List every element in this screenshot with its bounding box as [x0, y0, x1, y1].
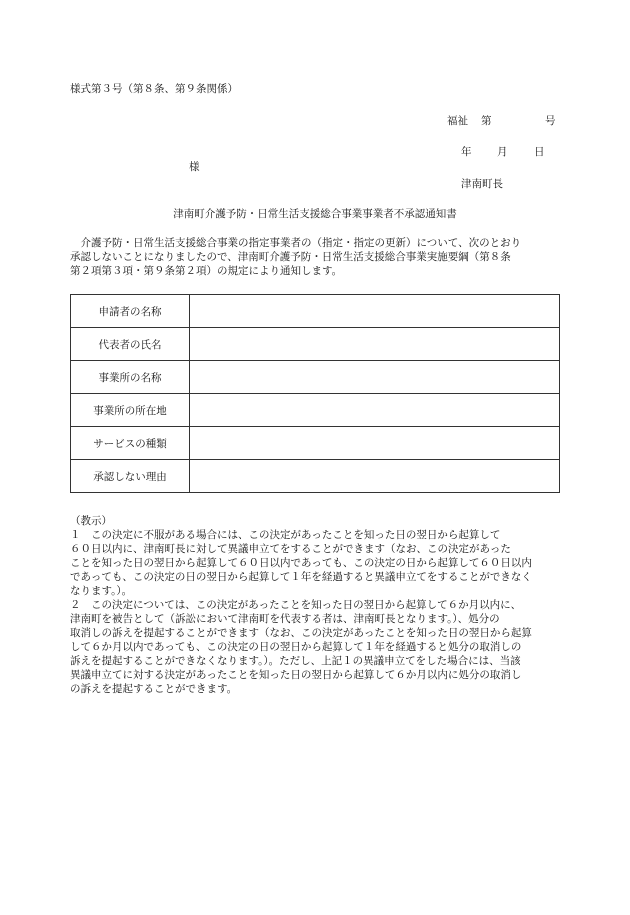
office-prefix: 福祉 [447, 115, 468, 127]
applicant-info-table [70, 294, 560, 493]
body-line: 第２項第３項・第９条第２項）の規定により通知します。 [70, 265, 343, 277]
document-title: 津南町介護予防・日常生活支援総合事業事業者不承認通知書 [173, 208, 457, 220]
note-line: なります。）。 [70, 585, 133, 597]
row-label: 事業所の所在地 [71, 394, 190, 427]
instruction-notes [70, 514, 562, 696]
table-row [71, 460, 560, 493]
table-row [71, 394, 560, 427]
date-day: 日 [534, 146, 545, 158]
date-month: 月 [497, 146, 508, 158]
table-row [71, 328, 560, 361]
note-line: １ この決定に不服がある場合には、この決定があったことを知った日の翌日から起算して [70, 529, 501, 541]
notice-body [70, 236, 560, 278]
recipient-honorific: 様 [189, 161, 200, 173]
date-year: 年 [461, 146, 472, 158]
note-line: であっても、この決定の日の翌日から起算して１年を経過すると異議申立てをすることができなく [70, 571, 532, 583]
note-line: 異議申立てに対する決定があったことを知った日の翌日から起算して６か月以内に処分の取消し [70, 669, 522, 681]
note-line: ２ この決定については、この決定があったことを知った日の翌日から起算して６か月以内に、 [70, 599, 522, 611]
table-row [71, 427, 560, 460]
row-value [190, 394, 560, 427]
notes-heading: （教示） [70, 515, 112, 527]
row-value [190, 328, 560, 361]
body-line: 介護予防・日常生活支援総合事業の指定事業者の（指定・指定の更新）について、次のとおり [80, 237, 522, 249]
row-label: サービスの種類 [71, 427, 190, 460]
row-value [190, 295, 560, 328]
row-value [190, 427, 560, 460]
note-line: の訴えを提起することができます。 [70, 683, 238, 695]
row-label: 事業所の名称 [71, 361, 190, 394]
table-row [71, 361, 560, 394]
row-value [190, 361, 560, 394]
number-suffix: 号 [545, 115, 556, 127]
table-row [71, 295, 560, 328]
row-value [190, 460, 560, 493]
note-line: 津南町を被告として（訴訟において津南町を代表する者は、津南町長となります。）、処分の [70, 613, 500, 625]
row-label: 代表者の氏名 [71, 328, 190, 361]
form-number: 様式第３号（第８条、第９条関係） [70, 83, 238, 95]
note-line: ことを知った日の翌日から起算して６０日以内であっても、この決定の日から起算して６０日以内 [70, 557, 532, 569]
number-prefix: 第 [481, 115, 492, 127]
row-label: 申請者の名称 [71, 295, 190, 328]
row-label: 承認しない理由 [71, 460, 190, 493]
note-line: 取消しの訴えを提起することができます（なお、この決定があったことを知った日の翌日から起算 [70, 627, 532, 639]
note-line: 訴えを提起することができなくなります。）。ただし、上記１の異議申立てをした場合には、当該 [70, 655, 521, 667]
note-line: ６０日以内に、津南町長に対して異議申立てをすることができます（なお、この決定があった [70, 543, 511, 555]
body-line: 承認しないことになりましたので、津南町介護予防・日常生活支援総合事業実施要綱（第８条 [70, 251, 511, 263]
note-line: して６か月以内であっても、この決定の日の翌日から起算して１年を経過すると処分の取消しの [70, 641, 522, 653]
sender-name: 津南町長 [461, 178, 503, 190]
